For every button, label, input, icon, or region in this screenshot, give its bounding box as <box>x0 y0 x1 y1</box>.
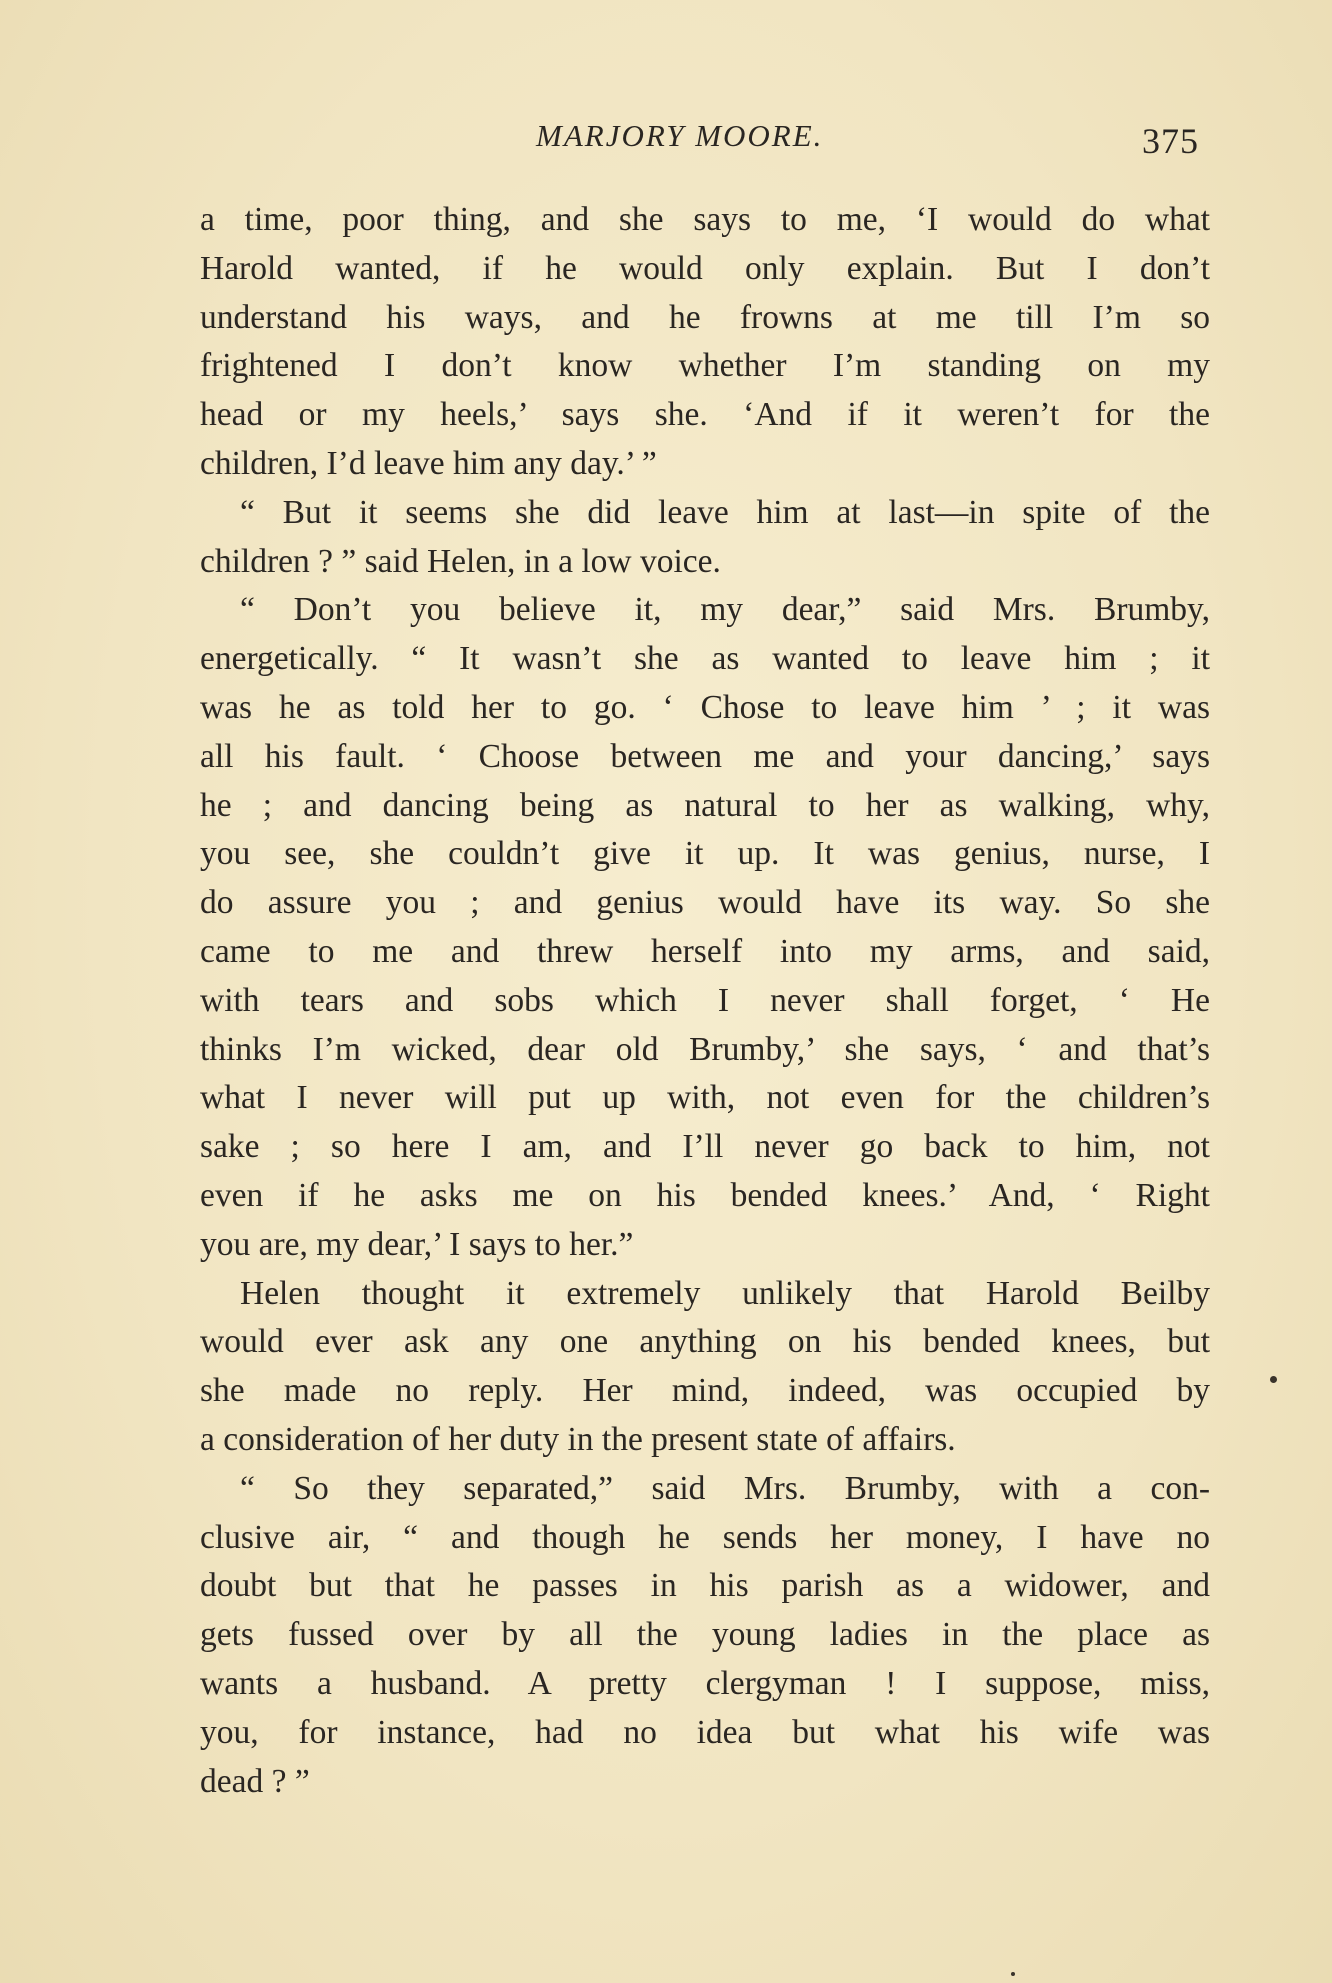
text-line: even if he asks me on his bended knees.’ And, ‘ Right <box>200 1176 1210 1214</box>
text-line: head or my heels,’ says she. ‘And if it weren’t for the <box>200 396 1210 434</box>
text-line: frightened I don’t know whether I’m standing on my <box>200 347 1210 385</box>
text-line: would ever ask any one anything on his bended knees, but <box>200 1323 1210 1361</box>
text-line: sake ; so here I am, and I’ll never go back to him, not <box>200 1128 1210 1166</box>
ink-speck <box>1270 1376 1277 1383</box>
text-line: a consideration of her duty in the present state of affairs. <box>200 1420 956 1458</box>
page-number: 375 <box>1142 121 1199 161</box>
paragraph <box>200 586 1210 1269</box>
paragraph <box>200 196 1210 489</box>
text-line: “ Don’t you believe it, my dear,” said Mrs. Brumby, <box>240 591 1210 629</box>
running-head <box>0 118 1332 161</box>
text-line: energetically. “ It wasn’t she as wanted to leave him ; it <box>200 640 1210 678</box>
text-line: what I never will put up with, not even for the children’s <box>200 1079 1210 1117</box>
text-line: was he as told her to go. ‘ Chose to leave him ’ ; it was <box>200 688 1210 726</box>
text-line: all his fault. ‘ Choose between me and your dancing,’ says <box>200 737 1210 775</box>
text-line: understand his ways, and he frowns at me till I’m so <box>200 298 1210 336</box>
text-line: he ; and dancing being as natural to her as walking, why, <box>200 786 1210 824</box>
text-line: children ? ” said Helen, in a low voice. <box>200 542 721 580</box>
text-line: you are, my dear,’ I says to her.” <box>200 1225 634 1263</box>
text-line: doubt but that he passes in his parish as a widower, and <box>200 1567 1210 1605</box>
text-line: with tears and sobs which I never shall forget, ‘ He <box>200 981 1210 1019</box>
text-line: came to me and threw herself into my arms, and said, <box>200 932 1210 970</box>
paragraph <box>200 1270 1210 1465</box>
text-line: children, I’d leave him any day.’ ” <box>200 444 657 482</box>
text-line: you see, she couldn’t give it up. It was genius, nurse, I <box>200 835 1210 873</box>
text-line: she made no reply. Her mind, indeed, was occupied by <box>200 1372 1210 1410</box>
ink-speck <box>1011 1972 1015 1976</box>
running-title: MARJORY MOORE. <box>536 118 824 153</box>
text-line: “ But it seems she did leave him at last—in spite of the <box>240 493 1210 531</box>
text-line: wants a husband. A pretty clergyman ! I suppose, miss, <box>200 1664 1210 1702</box>
text-line: a time, poor thing, and she says to me, ‘I would do what <box>200 201 1210 238</box>
text-line: thinks I’m wicked, dear old Brumby,’ she says, ‘ and that’s <box>200 1030 1210 1068</box>
text-line: gets fussed over by all the young ladies in the place as <box>200 1616 1210 1654</box>
text-line: clusive air, “ and though he sends her money, I have no <box>200 1518 1210 1556</box>
text-line: Harold wanted, if he would only explain. But I don’t <box>200 249 1210 287</box>
text-line: dead ? ” <box>200 1762 310 1800</box>
text-line: do assure you ; and genius would have its way. So she <box>200 884 1210 922</box>
body-text <box>200 196 1210 1806</box>
paragraph <box>200 489 1210 587</box>
text-line: “ So they separated,” said Mrs. Brumby, with a con- <box>240 1469 1210 1507</box>
paragraph <box>200 1465 1210 1807</box>
text-line: you, for instance, had no idea but what his wife was <box>200 1713 1210 1751</box>
text-line: Helen thought it extremely unlikely that Harold Beilby <box>240 1274 1210 1312</box>
